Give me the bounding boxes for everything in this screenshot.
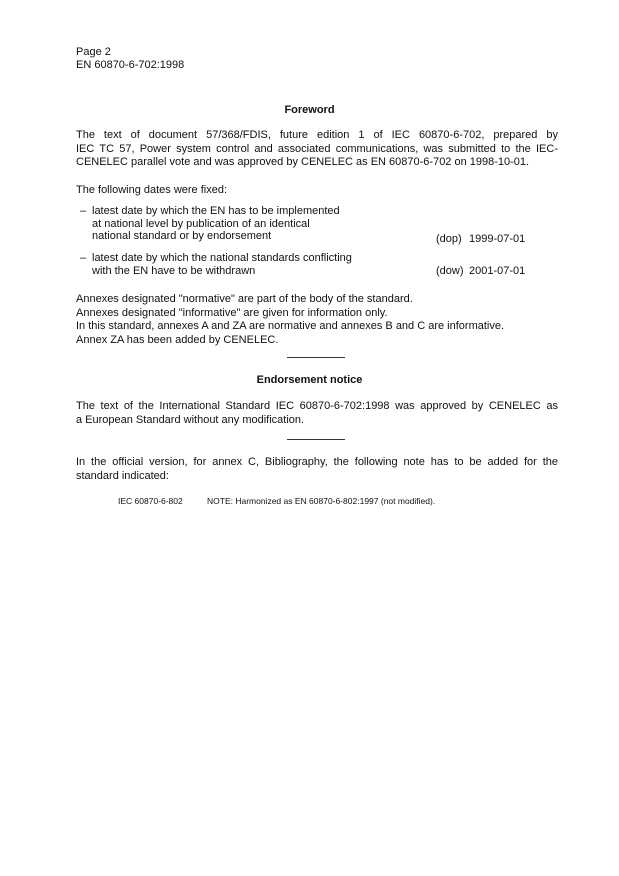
annex-line-3: In this standard, annexes A and ZA are normative and annexes B and C are informative. [76,320,505,332]
dates-intro: The following dates were fixed: [76,184,228,196]
dow-description [92,252,352,277]
dow-line-1: latest date by which the national standards conflicting [92,252,352,264]
annex-line-2: Annexes designated "informative" are given for information only. [76,306,388,319]
dow-line-2: with the EN have to be withdrawn [92,264,256,277]
official-line-1: In the official version, for annex C, Bibliography, the following note has to be added for the [76,456,558,468]
dop-date: 1999-07-01 [469,233,526,245]
dop-code: (dop) [436,233,462,245]
dop-line-3: national standard or by endorsement [92,230,272,242]
endorsement-line-2: a European Standard without any modification. [76,413,305,426]
dop-bullet: – [80,205,87,217]
official-line-2: standard indicated: [76,469,169,482]
endorsement-title: Endorsement notice [256,374,363,386]
intro-line-1: The text of document 57/368/FDIS, future edition 1 of IEC 60870-6-702, prepared by [76,129,558,141]
dop-line-2: at national level by publication of an identical [92,217,310,230]
section-divider-2 [287,439,345,440]
document-id: EN 60870-6-702:1998 [76,59,185,71]
intro-line-2: IEC TC 57, Power system control and associated communications, was submitted to the IEC- [76,142,558,155]
dow-date: 2001-07-01 [469,265,526,277]
dow-code: (dow) [436,265,464,277]
intro-line-3: CENELEC parallel vote and was approved by CENELEC as EN 60870-6-702 on 1998-10-01. [76,156,530,168]
section-divider-1 [287,357,345,358]
dow-bullet: – [80,252,87,264]
official-version-text [76,456,558,483]
foreword-intro [76,129,558,170]
foreword-title: Foreword [284,104,335,116]
annex-line-1: Annexes designated "normative" are part of the body of the standard. [76,293,413,305]
annex-notes [76,293,558,347]
endorsement-line-1: The text of the International Standard IEC 60870-6-702:1998 was approved by CENELEC as [76,400,558,412]
dop-description [92,205,340,243]
page-number: Page 2 [76,46,111,58]
endorsement-text [76,400,558,427]
note-text: NOTE: Harmonized as EN 60870-6-802:1997 (not modified). [207,496,436,506]
note-reference: IEC 60870-6-802 [118,496,183,506]
dop-line-1: latest date by which the EN has to be implemented [92,205,340,217]
annex-line-4: Annex ZA has been added by CENELEC. [76,333,279,346]
